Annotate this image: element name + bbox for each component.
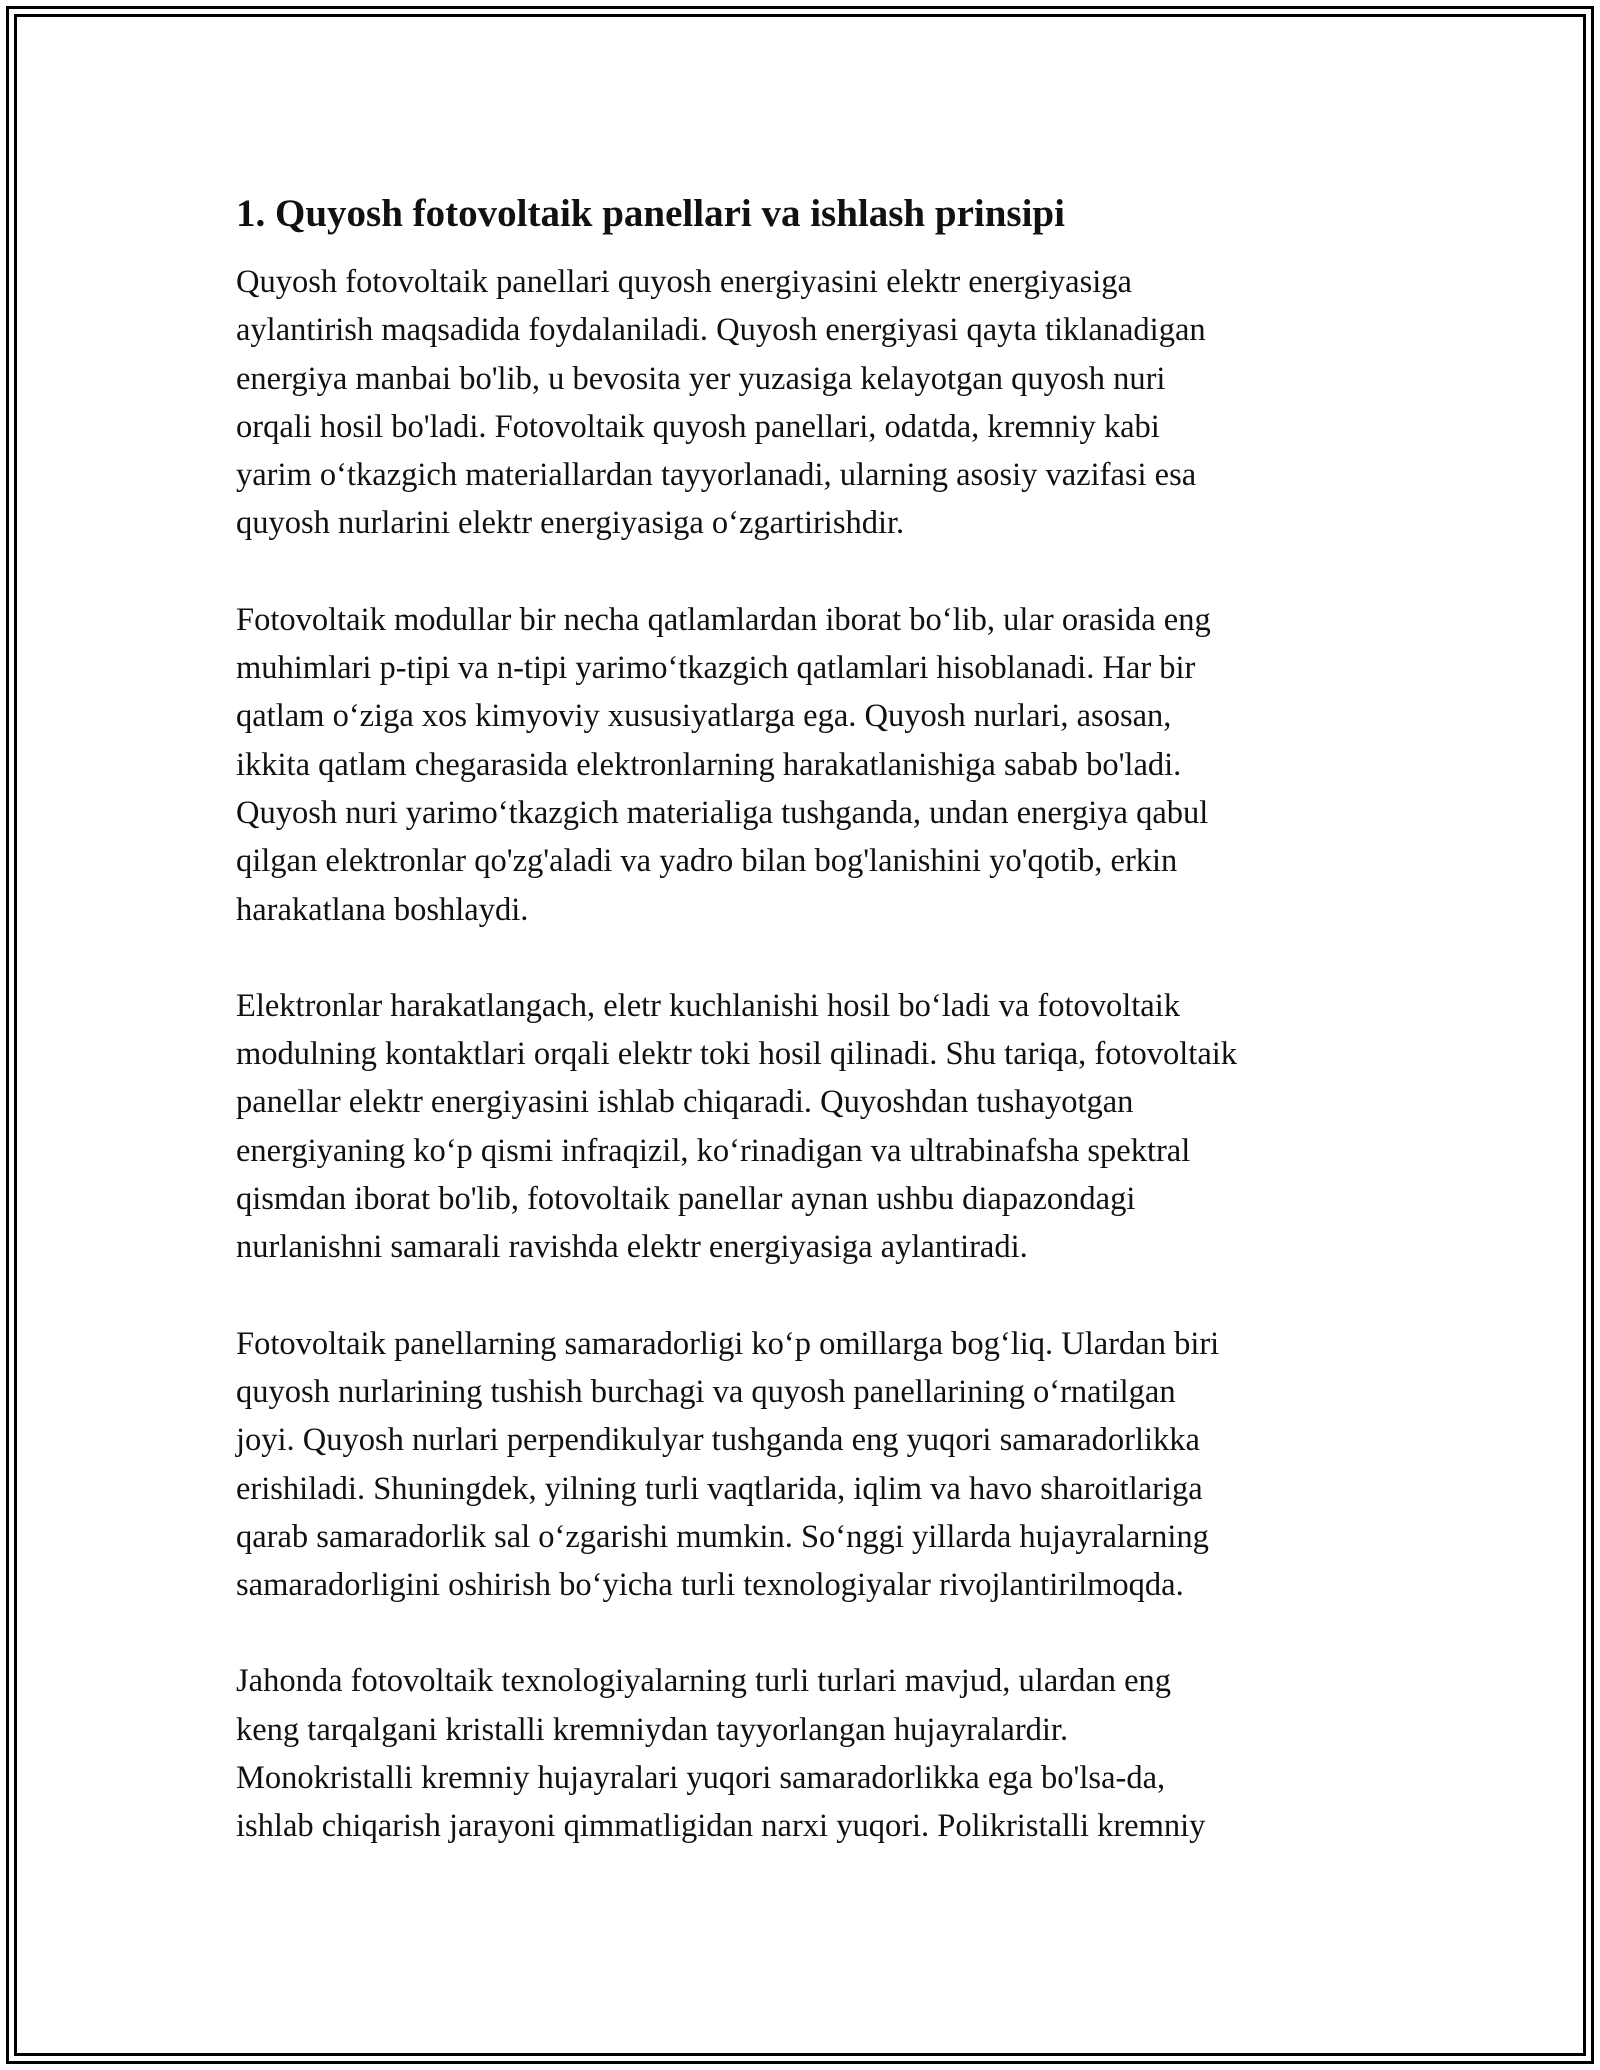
paragraph-line: nurlanishni samarali ravishda elektr energiyasiga aylantiradi. [236,1229,1028,1266]
paragraph-line: yarim o‘tkazgich materiallardan tayyorlanadi, ularning asosiy vazifasi esa [236,457,1197,494]
paragraph-line: ikkita qatlam chegarasida elektronlarning harakatlanishiga sabab bo'ladi. [236,746,1182,783]
paragraph-line: joyi. Quyosh nurlari perpendikulyar tushganda eng yuqori samaradorlikka [236,1422,1200,1459]
paragraph-line: quyosh nurlarini elektr energiyasiga o‘zgartirishdir. [236,505,905,542]
paragraph-line: energiya manbai bo'lib, u bevosita yer yuzasiga kelayotgan quyosh nuri [236,360,1166,397]
paragraph-line: Monokristalli kremniy hujayralari yuqori samaradorlikka ega bo'lsa-da, [236,1760,1166,1797]
paragraph-line: panellar elektr energiyasini ishlab chiqaradi. Quyoshdan tushayotgan [236,1084,1134,1121]
paragraph-line: Elektronlar harakatlangach, eletr kuchlanishi hosil bo‘ladi va fotovoltaik [236,987,1180,1024]
paragraph-3 [236,982,1376,1272]
paragraph-line: keng tarqalgani kristalli kremniydan tayyorlangan hujayralardir. [236,1711,1069,1748]
paragraph-line: qatlam o‘ziga xos kimyoviy xususiyatlarga ega. Quyosh nurlari, asosan, [236,698,1172,735]
paragraph-line: samaradorligini oshirish bo‘yicha turli texnologiyalar rivojlantirilmoqda. [236,1567,1184,1604]
paragraph-1 [236,258,1376,548]
paragraph-line: qilgan elektronlar qo'zg'aladi va yadro bilan bog'lanishini yo'qotib, erkin [236,843,1178,880]
paragraph-line: erishiladi. Shuningdek, yilning turli vaqtlarida, iqlim va havo sharoitlariga [236,1470,1203,1507]
paragraph-4 [236,1320,1376,1610]
paragraph-line: modulning kontaktlari orqali elektr toki hosil qilinadi. Shu tariqa, fotovoltaik [236,1036,1238,1073]
paragraph-line: Fotovoltaik panellarning samaradorligi ko‘p omillarga bog‘liq. Ulardan biri [236,1325,1220,1362]
paragraph-line: energiyaning ko‘p qismi infraqizil, ko‘rinadigan va ultrabinafsha spektral [236,1132,1191,1169]
paragraph-line: muhimlari p-tipi va n-tipi yarimo‘tkazgich qatlamlari hisoblanadi. Har bir [236,650,1196,687]
paragraph-line: Jahonda fotovoltaik texnologiyalarning turli turlari mavjud, ulardan eng [236,1663,1172,1700]
paragraph-line: qarab samaradorlik sal o‘zgarishi mumkin. So‘nggi yillarda hujayralarning [236,1518,1209,1555]
paragraph-line: harakatlana boshlaydi. [236,891,529,928]
paragraph-line: qismdan iborat bo'lib, fotovoltaik panellar aynan ushbu diapazondagi [236,1181,1136,1218]
paragraph-line: Fotovoltaik modullar bir necha qatlamlardan iborat bo‘lib, ular orasida eng [236,601,1211,638]
paragraph-5 [236,1657,1376,1850]
paragraph-line: Quyosh nuri yarimo‘tkazgich materialiga tushganda, undan energiya qabul [236,794,1209,831]
paragraph-line: ishlab chiqarish jarayoni qimmatligidan narxi yuqori. Polikristalli kremniy [236,1808,1206,1845]
paragraph-2 [236,596,1376,934]
paragraph-line: orqali hosil bo'ladi. Fotovoltaik quyosh panellari, odatda, kremniy kabi [236,408,1160,445]
section-heading: 1. Quyosh fotovoltaik panellari va ishlash prinsipi [236,192,1065,235]
paragraph-line: Quyosh fotovoltaik panellari quyosh energiyasini elektr energiyasiga [236,264,1132,300]
paragraph-line: aylantirish maqsadida foydalaniladi. Quyosh energiyasi qayta tiklanadigan [236,312,1206,349]
document-body [236,188,1376,1899]
paragraph-line: quyosh nurlarining tushish burchagi va quyosh panellarining o‘rnatilgan [236,1373,1176,1410]
